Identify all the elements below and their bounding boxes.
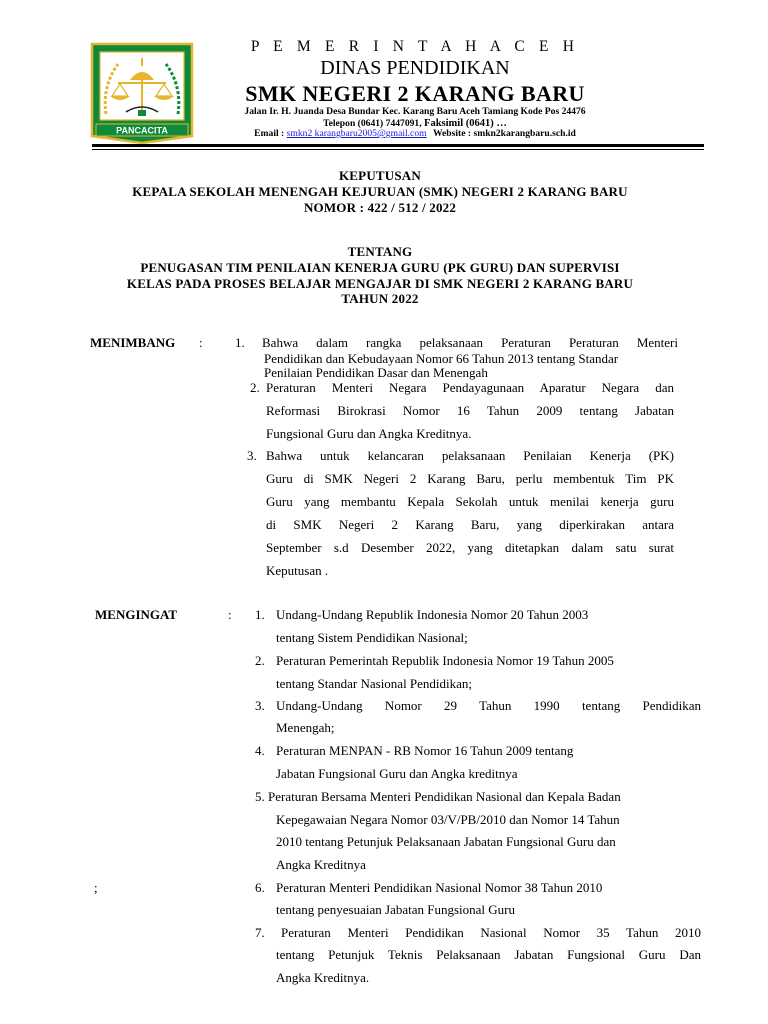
email-label: Email : xyxy=(254,128,285,139)
fax-text: Faksimil (0641) … xyxy=(424,118,507,129)
menimbang-label: MENIMBANG xyxy=(90,335,176,350)
list-number: 5. xyxy=(255,789,265,804)
header-rule-thick xyxy=(92,144,704,147)
list-number: 4. xyxy=(255,743,265,758)
header-rule-thin xyxy=(92,149,704,150)
subject-line: TAHUN 2022 xyxy=(341,291,419,306)
list-item-line: tentang Standar Nasional Pendidikan; xyxy=(276,676,473,691)
list-number: 3. xyxy=(255,698,265,713)
subject-line: KELAS PADA PROSES BELAJAR MENGAJAR DI SMK NEGERI 2 KARANG BARU xyxy=(126,276,634,291)
mengingat-label: MENGINGAT xyxy=(95,607,178,622)
website-text: Website : smkn2karangbaru.sch.id xyxy=(432,128,576,139)
list-item-line: Penilaian Pendidikan Dasar dan Menengah xyxy=(264,365,488,380)
list-item-line: Pendidikan dan Kebudayaan Nomor 66 Tahun 2013 tentang Standar xyxy=(264,351,619,366)
pancacita-logo xyxy=(88,40,196,144)
list-item-line: Keputusan . xyxy=(266,563,329,578)
list-number: 3. xyxy=(247,448,257,463)
decree-number: NOMOR : 422 / 512 / 2022 xyxy=(303,200,457,215)
list-item-line: Guru di SMK Negeri 2 Karang Baru, perlu membentuk Tim PK xyxy=(266,471,674,486)
list-number: 2. xyxy=(255,653,265,668)
list-item-line: Bahwa dalam rangka pelaksanaan Peraturan Peraturan Menteri xyxy=(262,335,678,350)
logo-text: PANCACITA xyxy=(116,125,168,136)
list-item-line: Peraturan Pemerintah Republik Indonesia Nomor 19 Tahun 2005 xyxy=(276,653,614,668)
agency-title: DINAS PENDIDIKAN xyxy=(320,57,510,79)
list-item-line: tentang penyesuaian Jabatan Fungsional Guru xyxy=(276,902,515,917)
school-title: SMK NEGERI 2 KARANG BARU xyxy=(245,81,585,106)
list-number: 1. xyxy=(235,335,245,350)
list-number: 6. xyxy=(255,880,265,895)
list-number: 7. xyxy=(255,925,265,940)
list-item-line: Peraturan MENPAN - RB Nomor 16 Tahun 2009 tentang xyxy=(276,743,574,758)
list-item-line: Peraturan Menteri Pendidikan Nasional Nomor 35 Tahun 2010 xyxy=(281,925,701,940)
list-item-line: Reformasi Birokrasi Nomor 16 Tahun 2009 tentang Jabatan xyxy=(266,403,674,418)
list-number: 1. xyxy=(255,607,265,622)
list-item-line: Menengah; xyxy=(276,720,335,735)
about-label: TENTANG xyxy=(347,244,413,259)
list-number: 2. xyxy=(250,380,260,395)
mengingat-colon: : xyxy=(228,607,232,622)
government-title: P E M E R I N T A H A C E H xyxy=(250,38,580,55)
list-item-line: 2010 tentang Petunjuk Pelaksanaan Jabatan Fungsional Guru dan xyxy=(276,834,616,849)
list-item-line: Angka Kreditnya xyxy=(276,857,366,872)
list-item-line: tentang Petunjuk Teknis Pelaksanaan Jabatan Fungsional Guru Dan xyxy=(276,947,701,962)
contact-line xyxy=(200,128,630,139)
list-item-line: Guru yang membantu Kepala Sekolah untuk menilai kenerja guru xyxy=(266,494,674,509)
list-item-line: September s.d Desember 2022, yang ditetapkan dalam satu surat xyxy=(266,540,674,555)
email-link[interactable]: smkn2 karangbaru2005@gmail.com xyxy=(286,128,427,139)
list-item-line: Jabatan Fungsional Guru dan Angka kreditnya xyxy=(276,766,518,781)
list-item-line: Bahwa untuk kelancaran pelaksanaan Penilaian Kenerja (PK) xyxy=(266,448,674,463)
menimbang-colon: : xyxy=(199,335,203,350)
list-item-line: Kepegawaian Negara Nomor 03/V/PB/2010 dan Nomor 14 Tahun xyxy=(276,812,620,827)
decree-heading: KEPUTUSAN xyxy=(339,168,421,183)
semicolon-mark: ; xyxy=(94,880,98,895)
decree-issuer: KEPALA SEKOLAH MENENGAH KEJURUAN (SMK) NEGERI 2 KARANG BARU xyxy=(132,184,628,199)
list-item-line: Peraturan Menteri Negara Pendayagunaan Aparatur Negara dan xyxy=(266,380,674,395)
list-item-line: tentang Sistem Pendidikan Nasional; xyxy=(276,630,468,645)
subject-line: PENUGASAN TIM PENILAIAN KENERJA GURU (PK GURU) DAN SUPERVISI xyxy=(140,260,620,275)
list-item-line: Undang-Undang Republik Indonesia Nomor 20 Tahun 2003 xyxy=(276,607,589,622)
list-item-line: Peraturan Menteri Pendidikan Nasional Nomor 38 Tahun 2010 xyxy=(276,880,603,895)
list-item-line: di SMK Negeri 2 Karang Baru, yang diperkirakan antara xyxy=(266,517,674,532)
list-item-line: Angka Kreditnya. xyxy=(276,970,370,985)
list-item-line: Undang-Undang Nomor 29 Tahun 1990 tentang Pendidikan xyxy=(276,698,701,713)
list-item-line: Peraturan Bersama Menteri Pendidikan Nasional dan Kepala Badan xyxy=(268,789,621,804)
phone-text: Telepon (0641) 7447091, xyxy=(323,118,422,129)
address-line: Jalan Ir. H. Juanda Desa Bundar Kec. Karang Baru Aceh Tamiang Kode Pos 24476 xyxy=(244,106,586,117)
list-item-line: Fungsional Guru dan Angka Kreditnya. xyxy=(266,426,472,441)
